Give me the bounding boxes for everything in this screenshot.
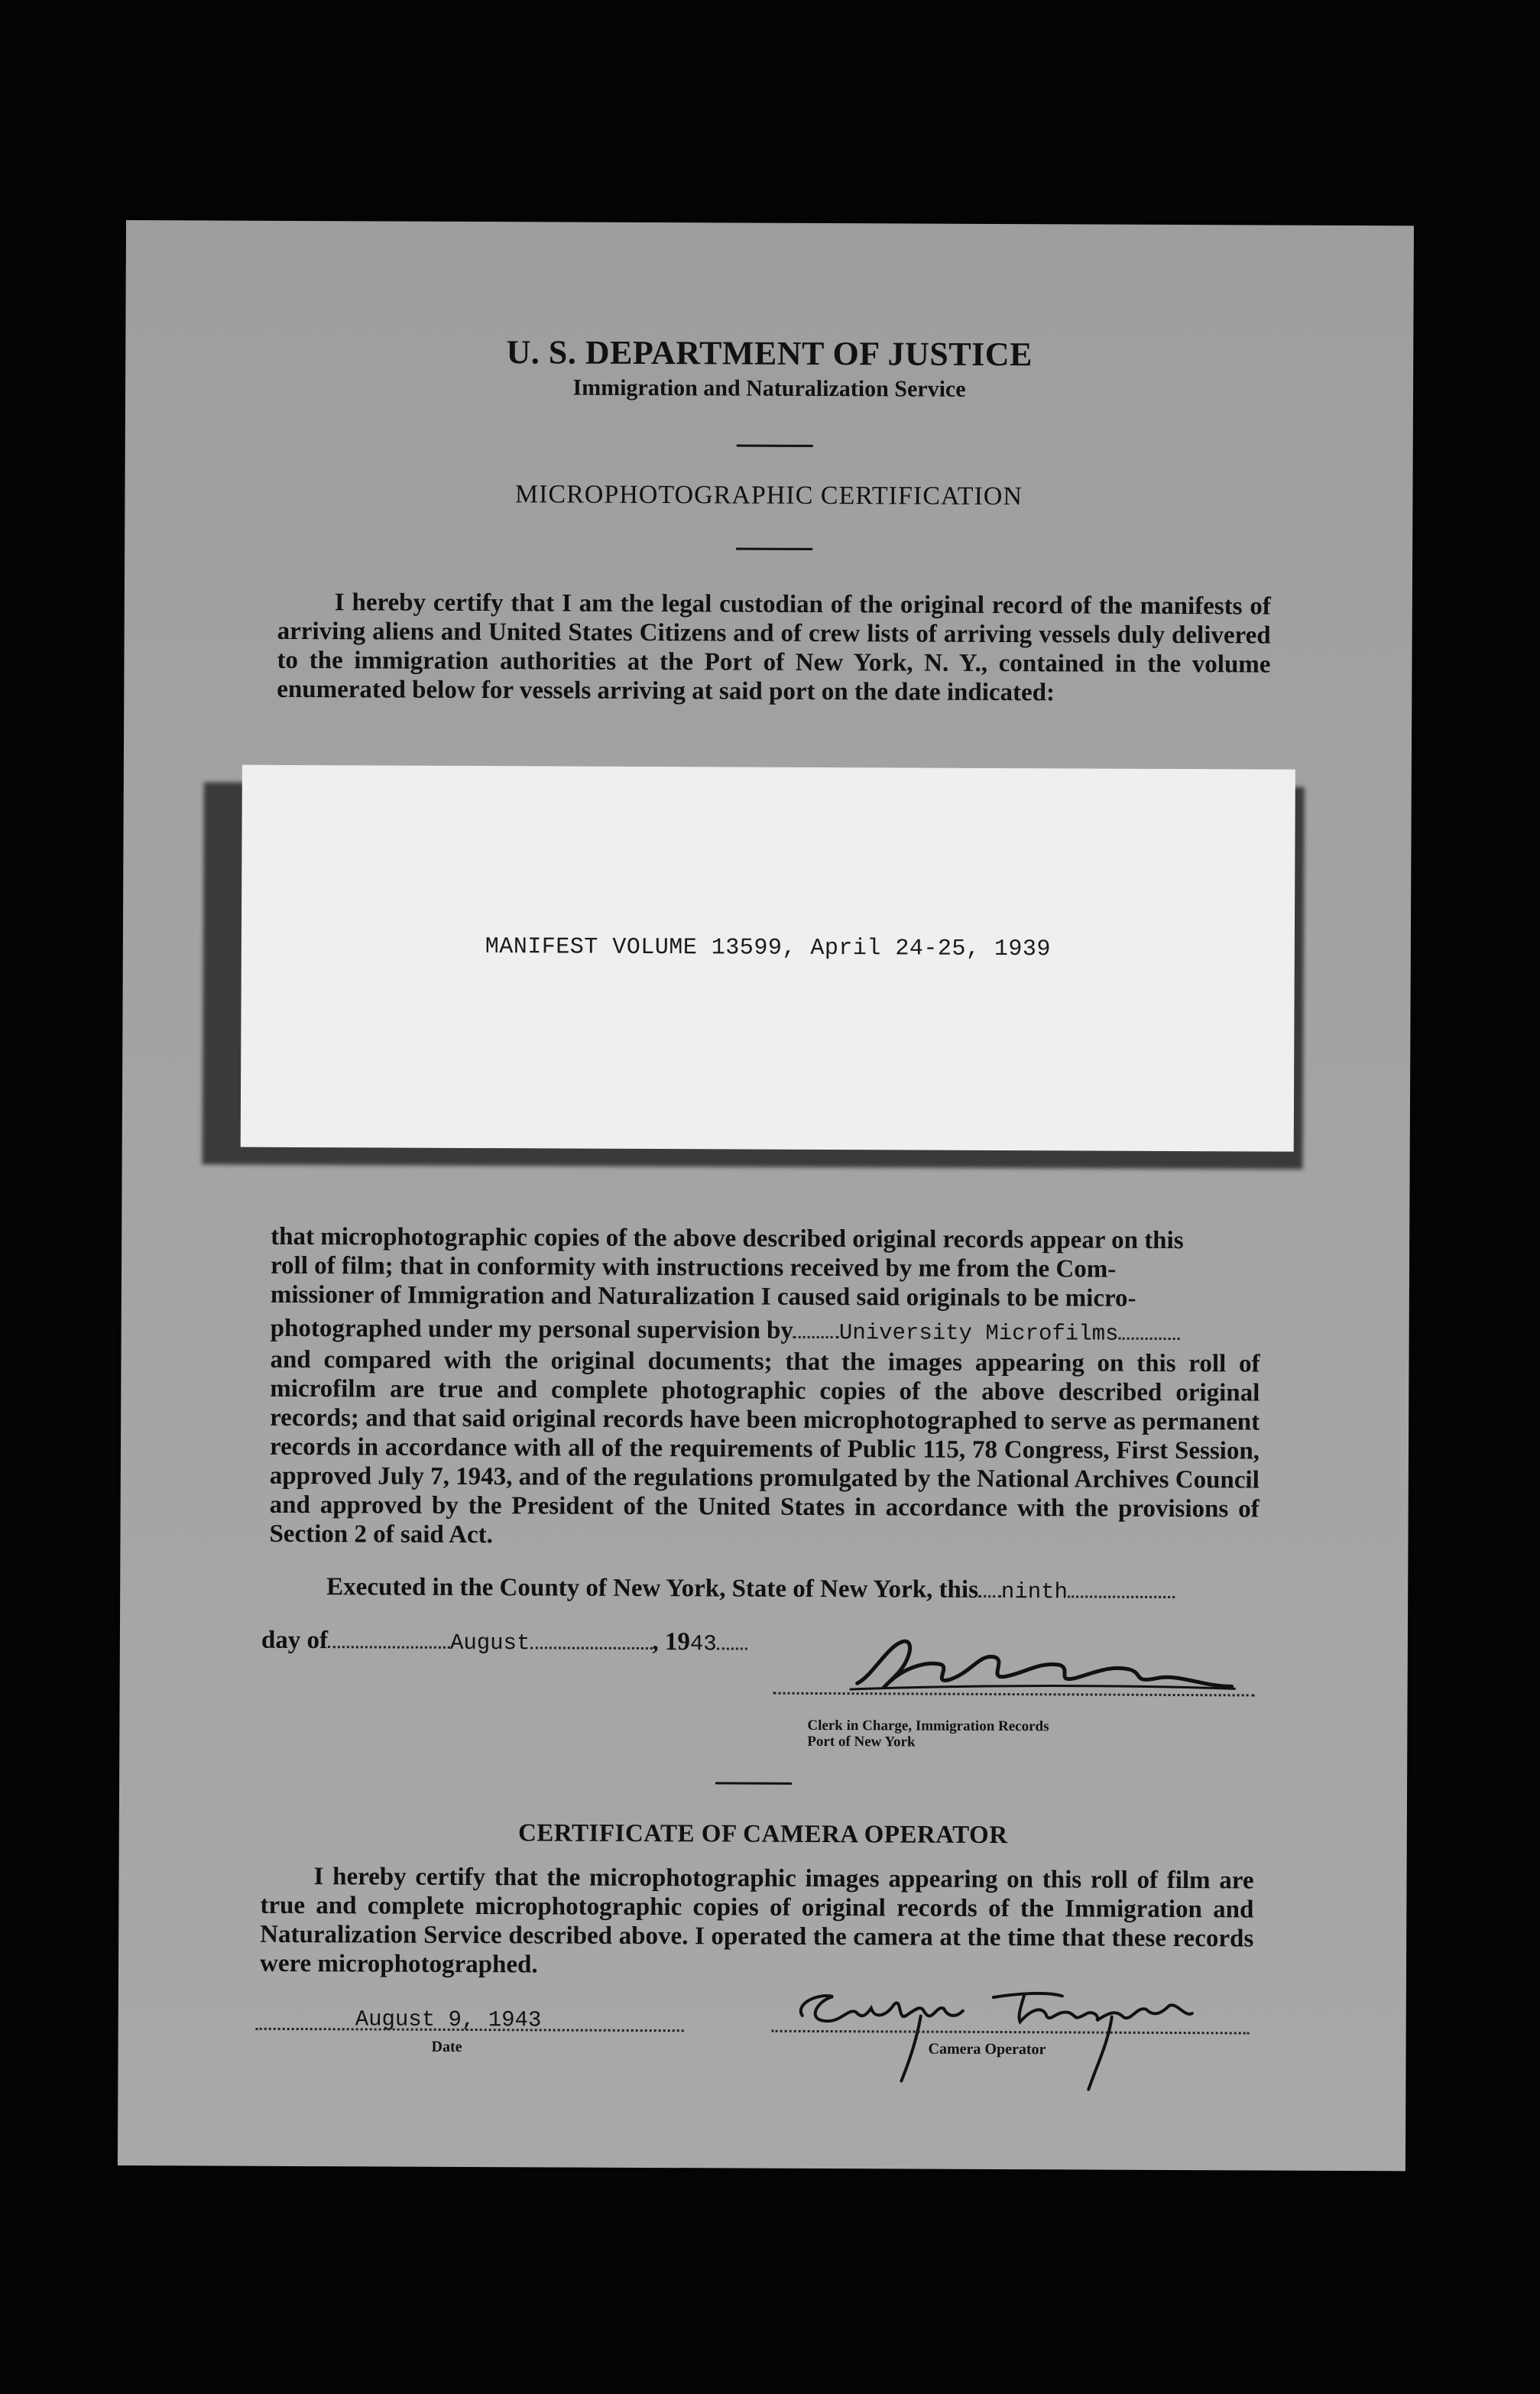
department-title: U. S. DEPARTMENT OF JUSTICE (506, 333, 1033, 374)
clerk-signature (842, 1630, 1240, 1700)
body-line-supervision (271, 1314, 1260, 1350)
date-label: Date (431, 2038, 462, 2055)
supervisor-name: University Microfilms (838, 1320, 1119, 1347)
certification-title: MICROPHOTOGRAPHIC CERTIFICATION (514, 480, 1023, 511)
divider (737, 444, 813, 446)
day-of-line: day of August , 1943 (261, 1626, 747, 1657)
camera-operator-label: Camera Operator (928, 2040, 1046, 2058)
body-line: missioner of Immigration and Naturalization I caused said originals to be micro- (270, 1280, 1136, 1312)
execution-label: Executed in the County of New York, State of New York, this (326, 1573, 979, 1604)
clerk-caption (807, 1718, 1049, 1750)
certification-body (269, 1222, 1260, 1553)
camera-certificate-title: CERTIFICATE OF CAMERA OPERATOR (517, 1819, 1008, 1850)
clerk-port: Port of New York (807, 1733, 916, 1750)
execution-month: August (449, 1630, 530, 1656)
certification-intro: I hereby certify that I am the legal custodian of the original record of the manifests of arriving aliens and United States Citizens and of crew lists of arriving vessels duly delivered to the immigration authorities at the Port of New York, N. Y., contained in the volume enumerated below for vessels arriving at said port on the date indicated: (277, 589, 1271, 707)
certificate-document (118, 220, 1414, 2171)
clerk-title: Clerk in Charge, Immigration Records (807, 1717, 1049, 1735)
day-of-label: day of (261, 1626, 329, 1655)
service-subtitle: Immigration and Naturalization Service (572, 375, 966, 402)
body-rest: and compared with the original documents; that the images appearing on this roll of microfilm are true and complete photographic copies of the above described original records; and that said original records have been microphotographed to serve as permanent records in accordance with all of the requirements of Public 115, 78 Congress, First Session, approved July 7, 1943, and of the regulations promulgated by the National Archives Council and approved by the President of the United States in accordance with the provisions of Section 2 of said Act. (269, 1345, 1260, 1549)
year-fill: 43 (689, 1631, 717, 1657)
execution-day: ninth (1000, 1579, 1068, 1605)
execution-line (326, 1572, 1175, 1605)
year-prefix: 19 (664, 1628, 690, 1656)
divider (736, 547, 812, 550)
camera-operator-signature (771, 1974, 1230, 2098)
manifest-slip (241, 765, 1295, 1152)
camera-date-value: August 9, 1943 (355, 2006, 542, 2033)
body-line: roll of film; that in conformity with instructions received by me from the Com- (270, 1251, 1117, 1283)
manifest-volume-text: MANIFEST VOLUME 13599, April 24-25, 1939 (485, 934, 1051, 963)
supervision-label: photographed under my personal supervision by (270, 1314, 794, 1345)
divider (715, 1782, 792, 1784)
body-line: that microphotographic copies of the above described original records appear on this (271, 1222, 1184, 1255)
camera-certificate-text: I hereby certify that the microphotographic images appearing on this roll of film are true and complete microphotographic copies of original records of the Immigration and Naturalization Service described above. I operated the camera at the time that these records were microphotographed. (259, 1863, 1254, 1979)
